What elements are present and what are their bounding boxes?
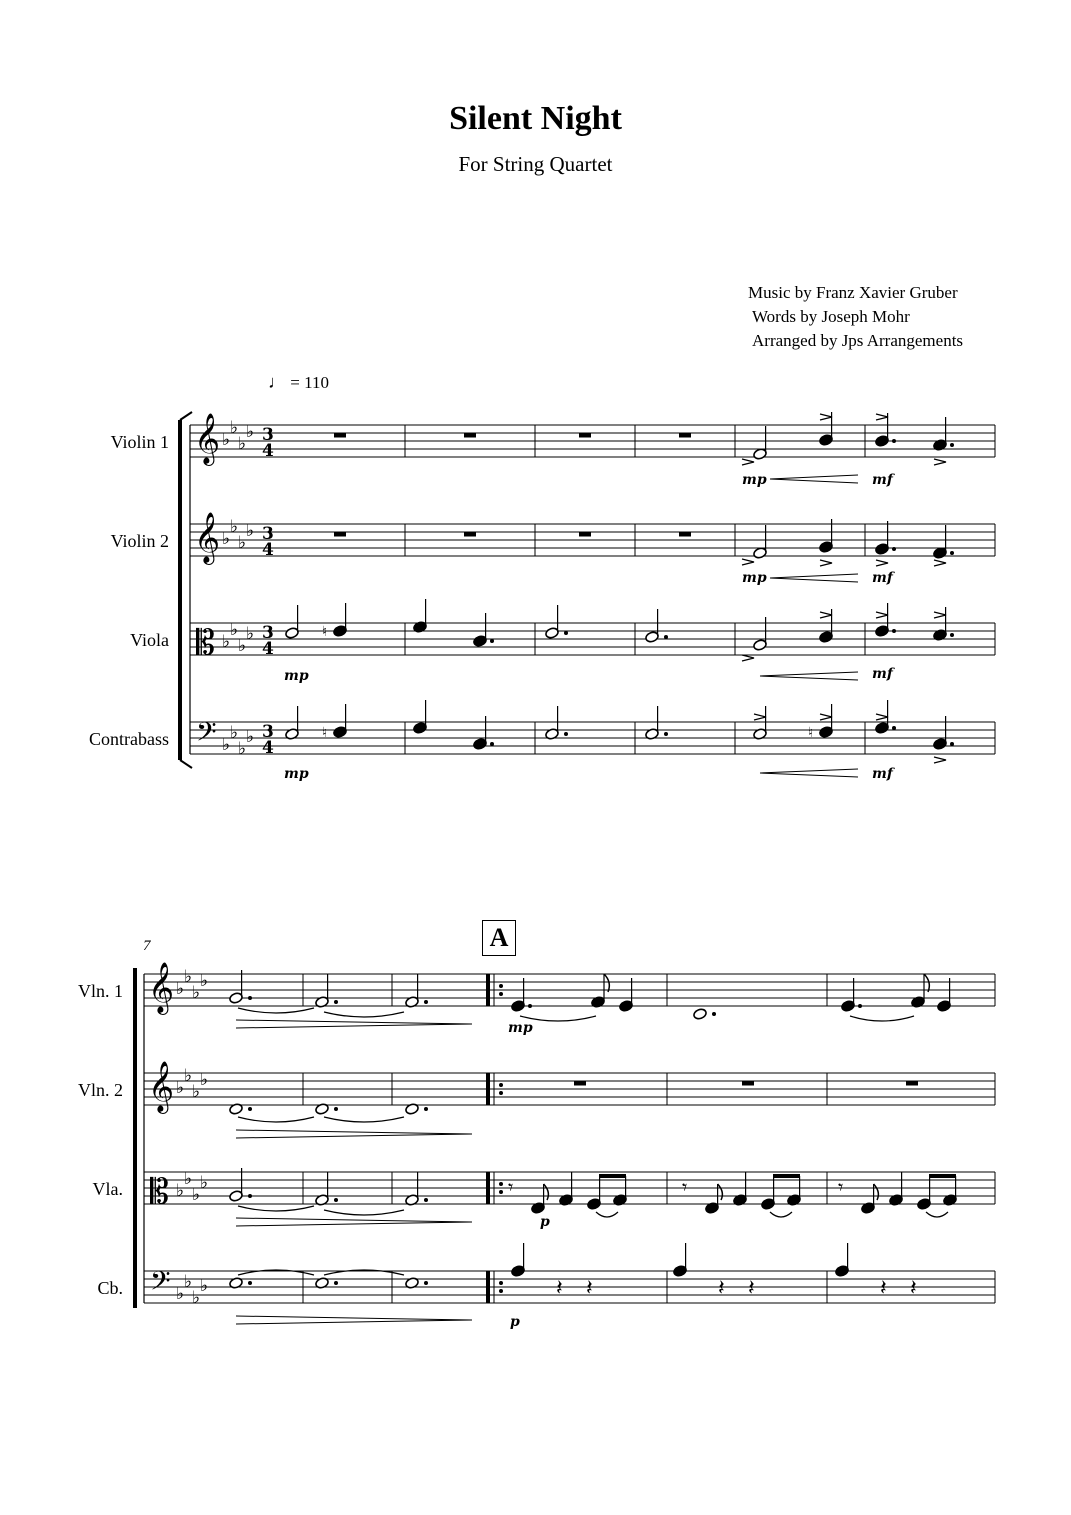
key-flat: ♭	[230, 620, 239, 640]
eighth-rest: 𝄾	[682, 1175, 688, 1199]
bass-clef: 𝄢	[196, 716, 217, 754]
augmentation-dot	[248, 1107, 252, 1111]
tie	[850, 1016, 914, 1021]
note-beam	[929, 1174, 956, 1178]
score-subtitle: For String Quartet	[458, 152, 613, 176]
repeat-dot	[499, 1190, 503, 1194]
instrument-name-contrabass: Contrabass	[89, 729, 169, 749]
rehearsal-mark: A	[482, 920, 516, 956]
augmentation-dot	[424, 1107, 428, 1111]
crescendo-hairpin	[770, 479, 858, 483]
tie	[238, 1206, 314, 1211]
tie	[324, 1210, 404, 1215]
dynamic-mf: mf	[872, 666, 893, 682]
note-flag	[874, 1184, 879, 1200]
augmentation-dot	[424, 1281, 428, 1285]
crescendo-hairpin	[760, 773, 858, 777]
dynamic-mp: mp	[742, 472, 767, 488]
composer-credit: Music by Franz Xavier Gruber	[748, 283, 958, 302]
key-flat: ♭	[230, 418, 239, 438]
time-signature-top: 3	[262, 524, 274, 544]
key-flat: ♭	[192, 1185, 201, 1205]
crescendo-hairpin	[770, 475, 858, 479]
repeat-dot	[499, 1083, 503, 1087]
note-head	[693, 1008, 708, 1021]
key-flat: ♭	[192, 1288, 201, 1308]
instrument-name-viola: Viola	[130, 630, 169, 650]
whole-rest	[334, 532, 346, 537]
augmentation-dot	[248, 1194, 252, 1198]
accent-mark	[820, 612, 832, 618]
note-flag	[718, 1184, 723, 1200]
decrescendo-hairpin	[236, 1024, 472, 1028]
whole-rest	[579, 433, 591, 438]
dynamic-mp: mp	[284, 766, 309, 782]
natural-sign: ♮	[322, 725, 328, 741]
dynamic-mp: mp	[742, 570, 767, 586]
time-signature-top: 3	[262, 623, 274, 643]
quarter-rest: 𝄽	[718, 1276, 725, 1301]
augmentation-dot	[664, 635, 668, 639]
whole-rest	[574, 1081, 586, 1086]
natural-sign: ♮	[322, 624, 328, 640]
key-flat: ♭	[222, 735, 231, 755]
augmentation-dot	[892, 629, 896, 633]
augmentation-dot	[712, 1012, 716, 1016]
crescendo-hairpin	[770, 578, 858, 582]
decrescendo-hairpin	[236, 1130, 472, 1134]
key-flat: ♭	[192, 1082, 201, 1102]
key-flat: ♭	[184, 1272, 193, 1292]
score-title: Silent Night	[449, 100, 622, 137]
key-flat: ♭	[200, 1276, 209, 1296]
augmentation-dot	[424, 1198, 428, 1202]
accent-mark	[820, 714, 832, 720]
crescendo-hairpin	[760, 676, 858, 680]
whole-rest	[679, 433, 691, 438]
quarter-rest: 𝄽	[586, 1276, 593, 1301]
augmentation-dot	[564, 631, 568, 635]
augmentation-dot	[248, 1281, 252, 1285]
key-flat: ♭	[176, 1078, 185, 1098]
accent-mark	[876, 612, 888, 618]
key-flat: ♭	[184, 1066, 193, 1086]
quarter-rest: 𝄽	[556, 1276, 563, 1301]
quarter-rest: 𝄽	[910, 1276, 917, 1301]
bracket-top	[180, 412, 192, 420]
treble-clef: 𝄞	[148, 1061, 175, 1112]
key-flat: ♭	[184, 967, 193, 987]
time-signature-top: 3	[262, 722, 274, 742]
time-signature-top: 3	[262, 425, 274, 445]
augmentation-dot	[334, 1107, 338, 1111]
accent-mark	[934, 560, 946, 566]
augmentation-dot	[334, 1198, 338, 1202]
eighth-rest: 𝄾	[838, 1175, 844, 1199]
quarter-rest: 𝄽	[880, 1276, 887, 1301]
tie	[238, 1117, 314, 1122]
dynamic-mf: mf	[872, 570, 893, 586]
repeat-dot	[499, 992, 503, 996]
accent-mark	[934, 612, 946, 618]
key-flat: ♭	[230, 517, 239, 537]
whole-rest	[579, 532, 591, 537]
note-beam	[773, 1174, 800, 1178]
accent-mark	[742, 459, 754, 465]
dynamic-mf: mf	[872, 766, 893, 782]
time-signature-bottom: 4	[262, 738, 274, 758]
alto-clef: 𝄡	[150, 1172, 169, 1212]
key-flat: ♭	[176, 1284, 185, 1304]
repeat-dot	[499, 1289, 503, 1293]
tie	[324, 1117, 404, 1122]
augmentation-dot	[490, 742, 494, 746]
natural-sign: ♮	[808, 725, 814, 741]
crescendo-hairpin	[770, 574, 858, 578]
note-flag	[924, 974, 929, 992]
decrescendo-hairpin	[236, 1020, 472, 1024]
key-flat: ♭	[246, 727, 255, 747]
decrescendo-hairpin	[236, 1218, 472, 1222]
dynamic-mf: mf	[872, 472, 893, 488]
treble-clef: 𝄞	[194, 413, 221, 464]
accent-mark	[742, 559, 754, 565]
augmentation-dot	[950, 633, 954, 637]
accent-mark	[876, 714, 888, 720]
crescendo-hairpin	[760, 672, 858, 676]
instrument-name-violin-2: Violin 2	[110, 531, 169, 551]
key-flat: ♭	[200, 1070, 209, 1090]
whole-rest	[906, 1081, 918, 1086]
augmentation-dot	[950, 551, 954, 555]
instrument-short-violin-1: Vln. 1	[78, 981, 123, 1001]
time-signature-bottom: 4	[262, 540, 274, 560]
repeat-dot	[499, 1091, 503, 1095]
note-flag	[544, 1184, 549, 1200]
dynamic-mp: mp	[284, 668, 309, 684]
note-beam	[599, 1174, 626, 1178]
quarter-rest: 𝄽	[748, 1276, 755, 1301]
key-flat: ♭	[222, 632, 231, 652]
augmentation-dot	[950, 742, 954, 746]
crescendo-hairpin	[760, 769, 858, 773]
repeat-dot	[499, 1281, 503, 1285]
augmentation-dot	[424, 1000, 428, 1004]
tempo-marking: ♩ = 110	[268, 372, 329, 392]
whole-rest	[464, 532, 476, 537]
accent-mark	[876, 560, 888, 566]
accent-mark	[754, 714, 766, 720]
augmentation-dot	[490, 639, 494, 643]
tie	[324, 1012, 404, 1017]
bracket-bottom	[180, 760, 192, 768]
measure-number: 7	[143, 938, 151, 954]
treble-clef: 𝄞	[148, 962, 175, 1013]
eighth-rest: 𝄾	[508, 1175, 514, 1199]
note-flag	[604, 974, 609, 992]
decrescendo-hairpin	[236, 1320, 472, 1324]
accent-mark	[934, 459, 946, 465]
repeat-dot	[499, 1182, 503, 1186]
augmentation-dot	[334, 1000, 338, 1004]
accent-mark	[876, 414, 888, 420]
accent-mark	[742, 655, 754, 661]
augmentation-dot	[248, 996, 252, 1000]
dynamic-p: p	[540, 1214, 550, 1230]
decrescendo-hairpin	[236, 1134, 472, 1138]
decrescendo-hairpin	[236, 1316, 472, 1320]
key-flat: ♭	[246, 624, 255, 644]
whole-rest	[742, 1081, 754, 1086]
augmentation-dot	[892, 726, 896, 730]
dynamic-p: p	[510, 1314, 520, 1330]
key-flat: ♭	[246, 422, 255, 442]
key-flat: ♭	[200, 1173, 209, 1193]
lyricist-credit: Words by Joseph Mohr	[752, 307, 910, 326]
tie	[596, 1212, 618, 1217]
repeat-dot	[499, 984, 503, 988]
augmentation-dot	[664, 732, 668, 736]
augmentation-dot	[892, 439, 896, 443]
time-signature-bottom: 4	[262, 639, 274, 659]
arranger-credit: Arranged by Jps Arrangements	[752, 331, 964, 350]
instrument-short-contrabass: Cb.	[97, 1278, 123, 1298]
key-flat: ♭	[222, 529, 231, 549]
key-flat: ♭	[238, 636, 247, 656]
key-flat: ♭	[230, 723, 239, 743]
augmentation-dot	[892, 547, 896, 551]
augmentation-dot	[950, 443, 954, 447]
key-flat: ♭	[176, 1181, 185, 1201]
dynamic-mp: mp	[508, 1020, 533, 1036]
key-flat: ♭	[176, 979, 185, 999]
tempo-value: = 110	[290, 373, 329, 392]
whole-rest	[464, 433, 476, 438]
bass-clef: 𝄢	[150, 1265, 171, 1303]
instrument-short-violin-2: Vln. 2	[78, 1080, 123, 1100]
key-flat: ♭	[184, 1169, 193, 1189]
time-signature-bottom: 4	[262, 441, 274, 461]
key-flat: ♭	[246, 521, 255, 541]
augmentation-dot	[564, 732, 568, 736]
augmentation-dot	[334, 1281, 338, 1285]
key-flat: ♭	[238, 434, 247, 454]
decrescendo-hairpin	[236, 1222, 472, 1226]
key-flat: ♭	[200, 971, 209, 991]
key-flat: ♭	[238, 533, 247, 553]
augmentation-dot	[528, 1004, 532, 1008]
treble-clef: 𝄞	[194, 512, 221, 563]
accent-mark	[820, 414, 832, 420]
tie	[770, 1212, 792, 1217]
alto-clef: 𝄡	[196, 623, 215, 663]
whole-rest	[679, 532, 691, 537]
accent-mark	[934, 757, 946, 763]
tie	[926, 1212, 948, 1217]
instrument-short-viola: Vla.	[92, 1179, 123, 1199]
instrument-name-violin-1: Violin 1	[110, 432, 169, 452]
key-flat: ♭	[192, 983, 201, 1003]
key-flat: ♭	[222, 430, 231, 450]
tie	[238, 1008, 314, 1013]
key-flat: ♭	[238, 739, 247, 759]
augmentation-dot	[858, 1004, 862, 1008]
accent-mark	[820, 560, 832, 566]
whole-rest	[334, 433, 346, 438]
